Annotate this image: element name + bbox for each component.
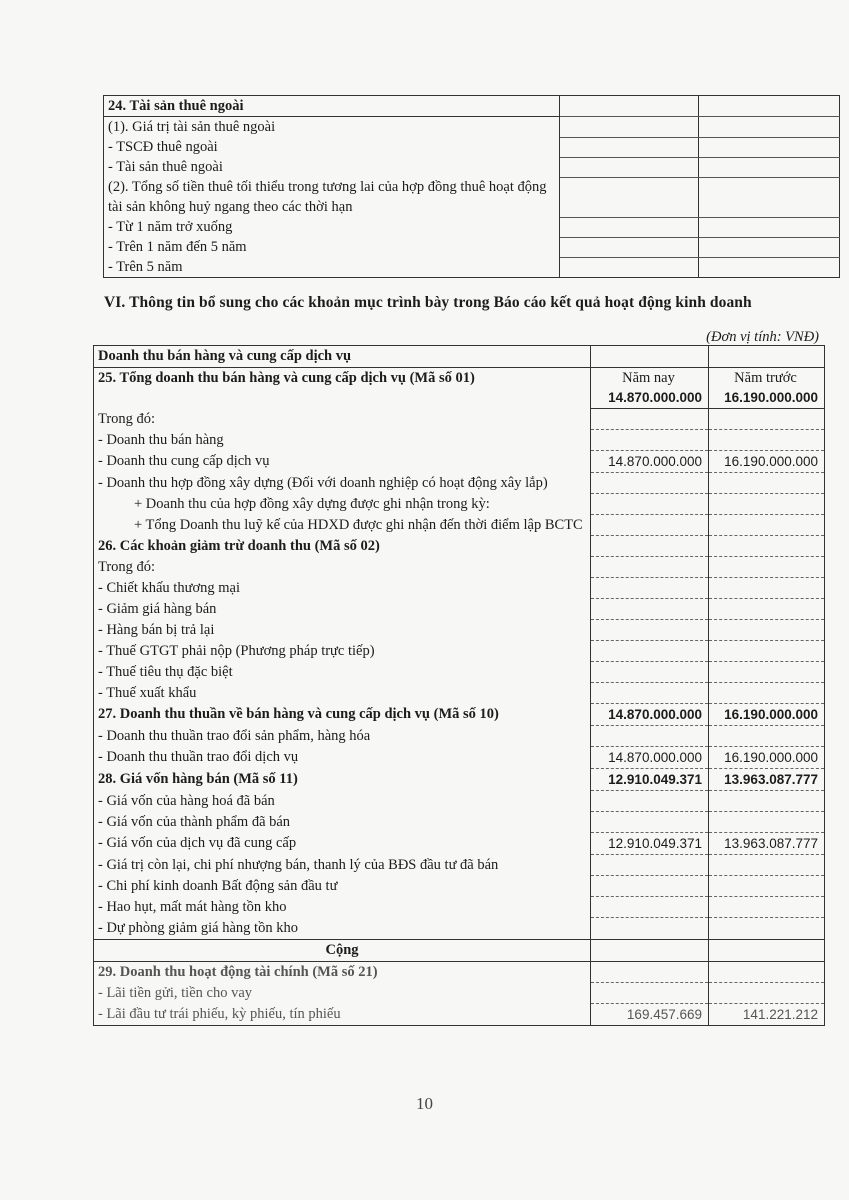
table-row — [104, 257, 840, 278]
total-row — [94, 939, 825, 961]
table-row — [94, 409, 825, 430]
row-label: Trong đó: — [94, 557, 591, 578]
item24-title: 24. Tài sản thuê ngoài — [104, 96, 560, 117]
row-label: - Dự phòng giảm giá hàng tồn kho — [94, 918, 591, 940]
s27-services-prior: 16.190.000.000 — [709, 747, 825, 769]
table-row — [104, 137, 840, 157]
table-row — [94, 983, 825, 1004]
table-row — [94, 1004, 825, 1026]
row-label: + Tổng Doanh thu luỹ kế của HDXD được ghi nhận đến thời điểm lập BCTC — [94, 515, 591, 536]
s27-title: 27. Doanh thu thuần về bán hàng và cung cấp dịch vụ (Mã số 10) — [94, 704, 591, 726]
s25-services-prior: 16.190.000.000 — [709, 451, 825, 473]
item24-row: - Từ 1 năm trở xuống — [104, 217, 560, 237]
table-row — [94, 662, 825, 683]
table-header-row — [94, 346, 825, 368]
item24-row: - Tài sản thuê ngoài — [104, 157, 560, 177]
row-label: - Giá vốn của dịch vụ đã cung cấp — [94, 833, 591, 855]
s28-services-current: 12.910.049.371 — [591, 833, 709, 855]
table-row — [94, 368, 825, 409]
table-row — [94, 897, 825, 918]
item24-row: (1). Giá trị tài sản thuê ngoài — [104, 117, 560, 138]
table-row — [104, 217, 840, 237]
table-row — [94, 683, 825, 704]
leased-assets-table — [103, 95, 840, 278]
item24-row: (2). Tổng số tiền thuê tối thiểu trong tương lai của hợp đồng thuê hoạt động tài sản không huỷ ngang theo các thời hạn — [104, 177, 560, 217]
table-row — [94, 430, 825, 451]
row-label: - Thuế tiêu thụ đặc biệt — [94, 662, 591, 683]
s28-prior: 13.963.087.777 — [709, 769, 825, 791]
row-label: - Doanh thu bán hàng — [94, 430, 591, 451]
item24-row: - TSCĐ thuê ngoài — [104, 137, 560, 157]
item24-row: - Trên 5 năm — [104, 257, 560, 278]
row-label: - Hao hụt, mất mát hàng tồn kho — [94, 897, 591, 918]
table-row — [94, 451, 825, 473]
table-row — [94, 747, 825, 769]
table-header-label: Doanh thu bán hàng và cung cấp dịch vụ — [94, 346, 591, 368]
row-label: - Thuế GTGT phải nộp (Phương pháp trực tiếp) — [94, 641, 591, 662]
page-number: 10 — [416, 1094, 433, 1113]
row-label: + Doanh thu của hợp đồng xây dựng được ghi nhận trong kỳ: — [94, 494, 591, 515]
row-label: - Giá vốn của thành phẩm đã bán — [94, 812, 591, 833]
unit-note: (Đơn vị tính: VNĐ) — [706, 329, 819, 345]
row-label: - Doanh thu thuần trao đổi dịch vụ — [94, 747, 591, 769]
row-label: - Doanh thu thuần trao đổi sản phẩm, hàng hóa — [94, 726, 591, 747]
table-row — [94, 641, 825, 662]
table-row — [94, 494, 825, 515]
s28-services-prior: 13.963.087.777 — [709, 833, 825, 855]
s25-title: 25. Tổng doanh thu bán hàng và cung cấp dịch vụ (Mã số 01) — [94, 368, 591, 409]
table-row — [94, 704, 825, 726]
table-row — [104, 237, 840, 257]
table-row — [94, 557, 825, 578]
row-label: - Giá vốn của hàng hoá đã bán — [94, 791, 591, 812]
table-row — [94, 599, 825, 620]
s26-title: 26. Các khoản giảm trừ doanh thu (Mã số 02) — [94, 536, 591, 557]
table-row — [94, 791, 825, 812]
table-row — [94, 876, 825, 897]
table-row — [104, 117, 840, 138]
col-current-header: Năm nay — [622, 370, 675, 386]
row-label: - Thuế xuất khẩu — [94, 683, 591, 704]
table-row — [94, 620, 825, 641]
table-row — [94, 769, 825, 791]
table-row — [94, 833, 825, 855]
row-label: Trong đó: — [94, 409, 591, 430]
row-label: - Chiết khấu thương mại — [94, 578, 591, 599]
col-prior-header: Năm trước — [734, 370, 797, 386]
table-row — [94, 536, 825, 557]
s27-current: 14.870.000.000 — [591, 704, 709, 726]
table-row — [94, 578, 825, 599]
table-row — [94, 726, 825, 747]
s27-prior: 16.190.000.000 — [709, 704, 825, 726]
table-row — [94, 515, 825, 536]
row-label: - Lãi đầu tư trái phiếu, kỳ phiếu, tín phiếu — [94, 1004, 591, 1026]
total-label: Cộng — [94, 939, 591, 961]
s25-current: 14.870.000.000 — [608, 390, 702, 405]
table-row — [94, 812, 825, 833]
s28-title: 28. Giá vốn hàng bán (Mã số 11) — [94, 769, 591, 791]
s29-interest-prior: 141.221.212 — [709, 1004, 825, 1026]
row-label: - Doanh thu cung cấp dịch vụ — [94, 451, 591, 473]
row-label: - Giá trị còn lại, chi phí nhượng bán, thanh lý của BĐS đầu tư đã bán — [94, 855, 591, 876]
s29-title: 29. Doanh thu hoạt động tài chính (Mã số 21) — [94, 961, 591, 983]
s29-interest-current: 169.457.669 — [591, 1004, 709, 1026]
s25-services-current: 14.870.000.000 — [591, 451, 709, 473]
s25-prior: 16.190.000.000 — [724, 390, 818, 405]
table-row — [94, 961, 825, 983]
table-row — [104, 157, 840, 177]
item24-row: - Trên 1 năm đến 5 năm — [104, 237, 560, 257]
table-row — [104, 96, 840, 117]
row-label: - Chi phí kinh doanh Bất động sản đầu tư — [94, 876, 591, 897]
row-label: - Doanh thu hợp đồng xây dựng (Đối với doanh nghiệp có hoạt động xây lắp) — [94, 473, 591, 494]
row-label: - Giảm giá hàng bán — [94, 599, 591, 620]
row-label: - Lãi tiền gửi, tiền cho vay — [94, 983, 591, 1004]
s28-current: 12.910.049.371 — [591, 769, 709, 791]
s27-services-current: 14.870.000.000 — [591, 747, 709, 769]
row-label: - Hàng bán bị trả lại — [94, 620, 591, 641]
table-row — [94, 855, 825, 876]
income-statement-notes-table — [93, 345, 825, 1026]
section-vi-title: VI. Thông tin bổ sung cho các khoản mục trình bày trong Báo cáo kết quả hoạt động kinh doanh — [104, 294, 752, 311]
table-row — [94, 918, 825, 940]
table-row — [104, 177, 840, 217]
table-row — [94, 473, 825, 494]
